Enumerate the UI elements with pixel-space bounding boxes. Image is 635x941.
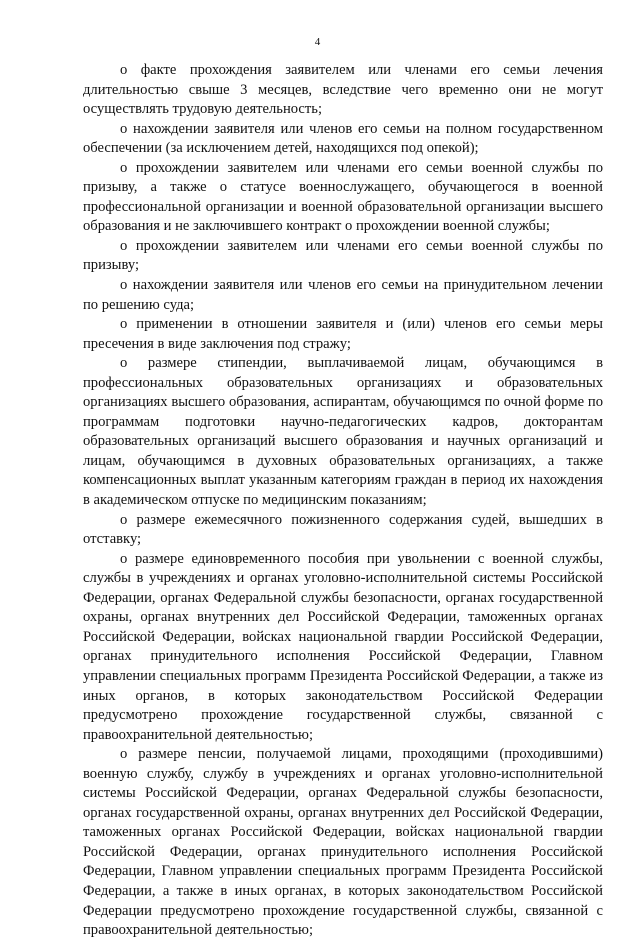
page-number: 4: [314, 36, 321, 48]
paragraph: о размере стипендии, выплачиваемой лицам, обучающимся в профессиональных образовательных организациях и образовательных организациях высшего образования, аспирантам, обучающимся по очной форме по программам подготовки научно-педагогических кадров, докторантам образовательных организаций высшего образования и научных организаций и лицам, обучающимся в духовных образовательных организациях, а также компенсационных выплат указанным категориям граждан в период их нахождения в академическом отпуске по медицинским показаниям;: [83, 355, 603, 509]
paragraph: о применении в отношении заявителя и (или) членов его семьи меры пресечения в виде заключения под стражу;: [83, 316, 603, 352]
paragraph: о нахождении заявителя или членов его семьи на принудительном лечении по решению суда;: [83, 277, 603, 313]
paragraph: о размере единовременного пособия при увольнении с военной службы, службы в учреждениях и органах уголовно-исполнительной системы Российской Федерации, органах Федеральной службы безопасности, органах государственной охраны, органах внутренних дел Российской Федерации, таможенных органах Российской Федерации, войсках национальной гвардии Российской Федерации, органах принудительного исполнения Российской Федерации, Главном управлении специальных программ Президента Российской Федерации, а также из иных органов, в которых законодательством Российской Федерации предусмотрено прохождение государственной службы, связанной с правоохранительной деятельностью;: [83, 550, 603, 743]
paragraph: о размере ежемесячного пожизненного содержания судей, вышедших в отставку;: [83, 511, 603, 548]
paragraph: о прохождении заявителем или членами его семьи военной службы по призыву, а также о статусе военнослужащего, обучающегося в военной профессиональной организации и военной образовательной организации высшего образования и не заключившего контракт о прохождении военной службы;: [83, 159, 603, 235]
document-body: [83, 61, 603, 941]
paragraph: о размере пенсии, получаемой лицами, проходящими (проходившими) военную службу, службу в учреждениях и органах уголовно-исполнительной системы Российской Федерации, органах Федеральной службы безопасности, органах государственной охраны, органах внутренних дел Российской Федерации, таможенных органах Российской Федерации, войсках национальной гвардии Российской Федерации, органах принудительного исполнения Российской Федерации, Главном управлении специальных программ Президента Российской Федерации, а также в иных органах, в которых законодательством Российской Федерации предусмотрено прохождение государственной службы, связанной с правоохранительной деятельностью;: [83, 746, 603, 939]
paragraph: о факте прохождения заявителем или членами его семьи лечения длительностью свыше 3 месяцев, вследствие чего временно они не могут осуществлять трудовую деятельность;: [83, 62, 603, 118]
paragraph: о прохождении заявителем или членами его семьи военной службы по призыву;: [83, 237, 603, 274]
paragraph: о нахождении заявителя или членов его семьи на полном государственном обеспечении (за исключением детей, находящихся под опекой);: [83, 120, 603, 157]
